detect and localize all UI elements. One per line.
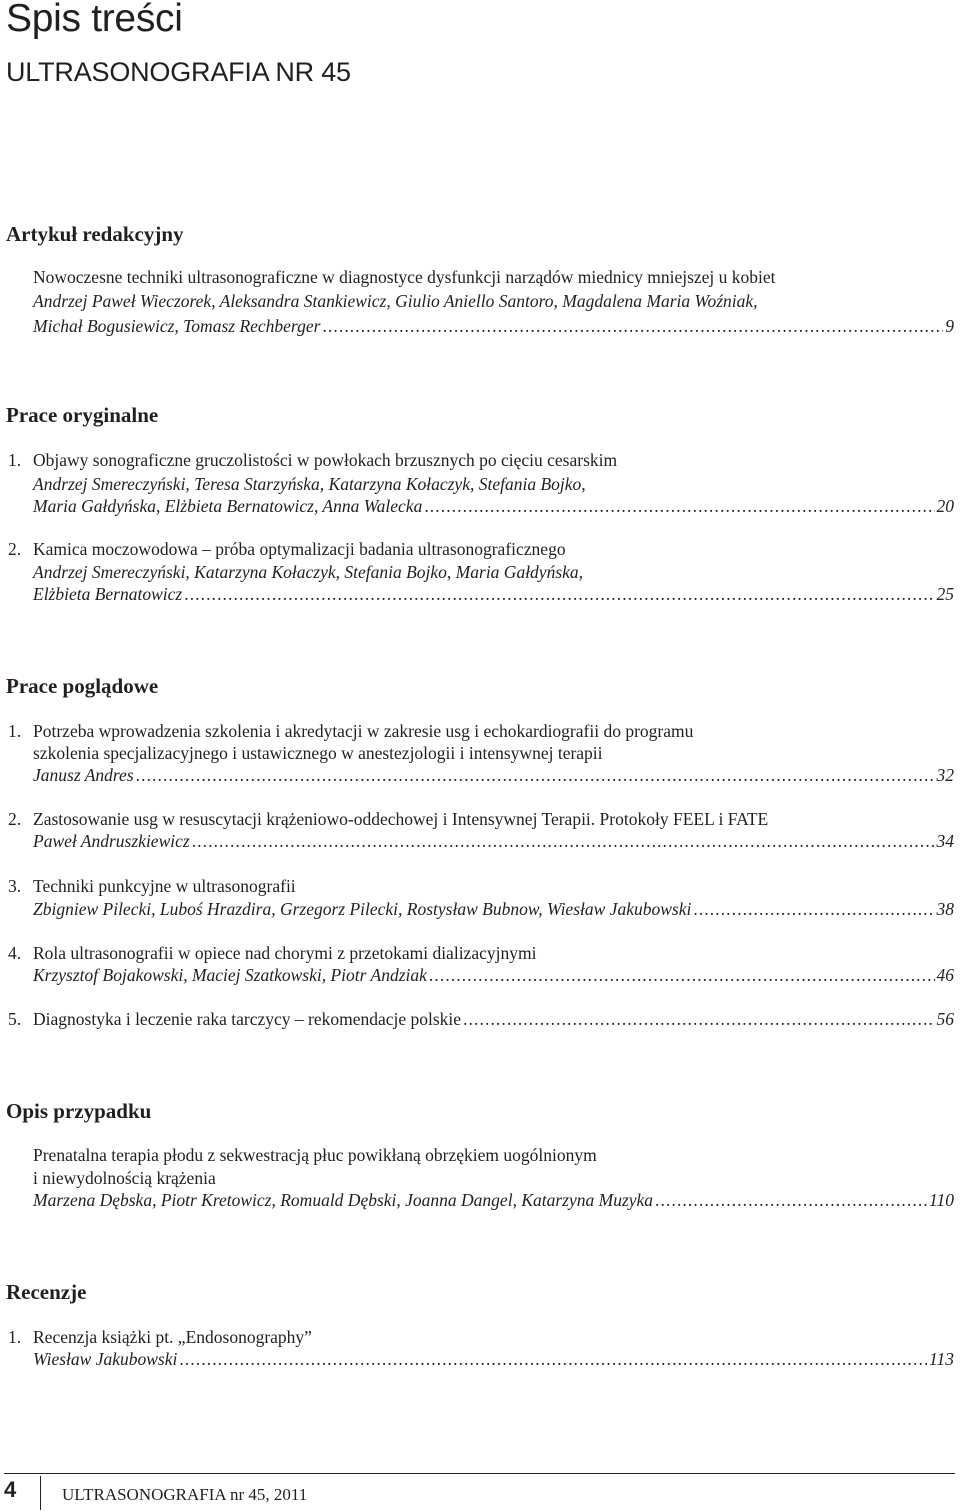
page-number: 46 [936, 965, 954, 985]
entry-leader-line [33, 964, 954, 986]
entry-title: Zastosowanie usg w resuscytacji krążeniowo-oddechowej i Intensywnej Terapii. Protokoły FEEL i FATE [33, 809, 769, 829]
page-number: 113 [929, 1349, 954, 1369]
entry-leader-line [33, 1348, 954, 1370]
page-number: 56 [936, 1009, 954, 1029]
entry-number: 2. [8, 809, 22, 829]
entry-title: Potrzeba wprowadzenia szkolenia i akredytacji w zakresie usg i echokardiografii do programu [33, 721, 694, 741]
entry-leader-line [33, 1189, 954, 1211]
entry-leader-line [33, 1008, 954, 1030]
entry-title: Kamica moczowodowa – próba optymalizacji badania ultrasonograficznego [33, 539, 566, 559]
entry-authors: Krzysztof Bojakowski, Maciej Szatkowski, Piotr Andziak [33, 965, 427, 985]
entry-authors: Andrzej Paweł Wieczorek, Aleksandra Stankiewicz, Giulio Aniello Santoro, Magdalena Maria Woźniak, [33, 291, 758, 311]
entry-title: Recenzja książki pt. „Endosonography” [33, 1327, 312, 1347]
entry-title: Prenatalna terapia płodu z sekwestracją płuc powikłaną obrzękiem uogólnionym [33, 1145, 597, 1165]
entry-leader-line [33, 315, 954, 337]
entry-number: 1. [8, 450, 22, 470]
dot-leader [463, 1008, 934, 1030]
entry-leader-line [33, 495, 954, 517]
entry-number: 2. [8, 539, 22, 559]
section-heading-case: Opis przypadku [6, 1099, 152, 1123]
dot-leader [322, 315, 943, 337]
entry-title: szkolenia specjalizacyjnego i ustawicznego w anestezjologii i intensywnej terapii [33, 743, 603, 763]
footer-rule [4, 1473, 955, 1474]
page-number: 20 [936, 496, 954, 516]
entry-title: i niewydolnością krążenia [33, 1168, 216, 1188]
page-number: 25 [936, 584, 954, 604]
entry-authors: Michał Bogusiewicz, Tomasz Rechberger [33, 316, 321, 336]
page-number: 32 [936, 765, 954, 785]
entry-authors: Andrzej Smereczyński, Teresa Starzyńska, Katarzyna Kołaczyk, Stefania Bojko, [33, 474, 586, 494]
dot-leader [136, 764, 935, 786]
entry-leader-line [33, 764, 954, 786]
page-subtitle: ULTRASONOGRAFIA NR 45 [6, 57, 351, 87]
entry-number: 1. [8, 1327, 22, 1347]
entry-title: Nowoczesne techniki ultrasonograficzne w diagnostyce dysfunkcji narządów miednicy mniejszej u kobiet [33, 267, 776, 287]
dot-leader [179, 1348, 927, 1370]
page-number: 34 [936, 831, 954, 851]
section-heading-review: Prace poglądowe [6, 674, 159, 698]
footer-divider [40, 1476, 41, 1510]
entry-authors: Marzena Dębska, Piotr Kretowicz, Romuald Dębski, Joanna Dangel, Katarzyna Muzyka [33, 1190, 654, 1210]
dot-leader [192, 830, 935, 852]
entry-title: Diagnostyka i leczenie raka tarczycy – rekomendacje polskie [33, 1009, 462, 1029]
dot-leader [693, 898, 934, 920]
page-title: Spis treści [6, 0, 183, 40]
footer-journal: ULTRASONOGRAFIA nr 45, 2011 [62, 1485, 308, 1504]
entry-authors: Zbigniew Pilecki, Luboś Hrazdira, Grzegorz Pilecki, Rostysław Bubnow, Wiesław Jakubowski [33, 899, 692, 919]
entry-authors: Andrzej Smereczyński, Katarzyna Kołaczyk, Stefania Bojko, Maria Gałdyńska, [33, 562, 584, 582]
section-heading-reviews: Recenzje [6, 1280, 87, 1304]
dot-leader [184, 583, 934, 605]
page-number: 110 [929, 1190, 954, 1210]
entry-leader-line [33, 583, 954, 605]
entry-title: Techniki punkcyjne w ultrasonografii [33, 876, 296, 896]
section-heading-original: Prace oryginalne [6, 403, 159, 427]
entry-authors: Maria Gałdyńska, Elżbieta Bernatowicz, Anna Walecka [33, 496, 423, 516]
page-number: 9 [945, 316, 954, 336]
entry-leader-line [33, 898, 954, 920]
entry-number: 5. [8, 1009, 22, 1029]
entry-authors: Wiesław Jakubowski [33, 1349, 178, 1369]
section-heading-editorial: Artykuł redakcyjny [6, 222, 184, 246]
dot-leader [424, 495, 934, 517]
entry-number: 3. [8, 876, 22, 896]
entry-authors: Paweł Andruszkiewicz [33, 831, 190, 851]
entry-authors: Janusz Andres [33, 765, 134, 785]
entry-title: Objawy sonograficzne gruczolistości w powłokach brzusznych po cięciu cesarskim [33, 450, 618, 470]
page-number: 38 [936, 899, 954, 919]
entry-authors: Elżbieta Bernatowicz [33, 584, 183, 604]
dot-leader [655, 1189, 927, 1211]
dot-leader [429, 964, 935, 986]
footer-page-number: 4 [4, 1477, 17, 1502]
entry-number: 4. [8, 943, 22, 963]
entry-leader-line [33, 830, 954, 852]
entry-number: 1. [8, 721, 22, 741]
entry-title: Rola ultrasonografii w opiece nad chorymi z przetokami dializacyjnymi [33, 943, 537, 963]
